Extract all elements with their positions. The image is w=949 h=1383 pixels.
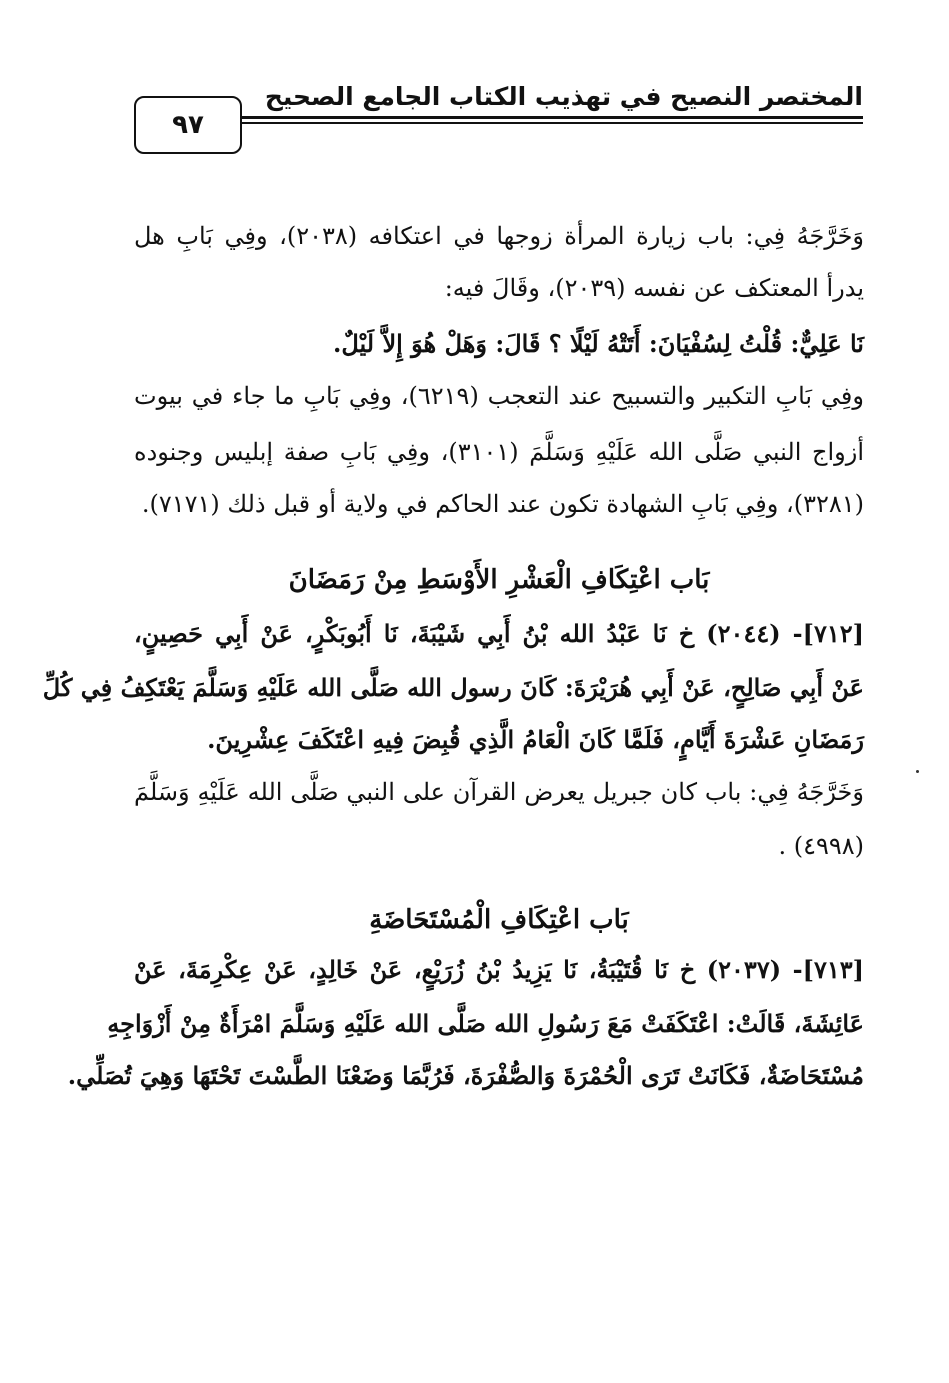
scan-speck <box>916 770 919 773</box>
hadith-line: عَائِشَةَ، قَالَتْ: اعْتَكَفَتْ مَعَ رَسُولِ الله صَلَّى الله عَلَيْهِ وَسَلَّمَ امْرَأَةٌ مِنْ أَزْوَاجِهِ <box>107 1009 864 1038</box>
text-line: أزواج النبي صَلَّى الله عَلَيْهِ وَسَلَّمَ (٣١٠١)، وفِي بَابِ صفة إبليس وجنوده <box>134 438 864 466</box>
text-line: (٣٢٨١)، وفِي بَابِ الشهادة تكون عند الحاكم في ولاية أو قبل ذلك (٧١٧١). <box>141 490 864 518</box>
hadith-line: [٧١٢]- (٢٠٤٤) خ نَا عَبْدُ الله بْنُ أَبِي شَيْبَةَ، نَا أَبُوبَكْرٍ، عَنْ أَبِي حَصِينٍ، <box>134 619 864 648</box>
hadith-line: رَمَضَانِ عَشْرَةَ أَيَّامٍ، فَلَمَّا كَانَ الْعَامُ الَّذِي قُبِضَ فِيهِ اعْتَكَفَ عِشْرِينَ. <box>207 725 864 754</box>
running-header-title: المختصر النصيح في تهذيب الكتاب الجامع الصحيح <box>264 82 863 111</box>
section-heading: بَاب اعْتِكَافِ الْمُسْتَحَاضَةِ <box>369 905 629 935</box>
text-line: يدرأ المعتكف عن نفسه (٢٠٣٩)، وقَالَ فيه: <box>444 274 864 302</box>
hadith-line: مُسْتَحَاضَةٌ، فَكَانَتْ تَرَى الْحُمْرَةَ وَالصُّفْرَةَ، فَرُبَّمَا وَضَعْنَا الطَّسْتَ تَحْتَهَا وَهِيَ تُصَلِّي. <box>67 1061 864 1090</box>
text-line: وفِي بَابِ التكبير والتسبيح عند التعجب (٦٢١٩)، وفِي بَابِ ما جاء في بيوت <box>134 382 864 410</box>
hadith-line: [٧١٣]- (٢٠٣٧) خ نَا قُتَيْبَةُ، نَا يَزِيدُ بْنُ زُرَيْعٍ، عَنْ خَالِدٍ، عَنْ عِكْرِمَةَ، عَنْ <box>134 955 864 984</box>
header-rule <box>240 116 863 119</box>
hadith-line: عَنْ أَبِي صَالِحٍ، عَنْ أَبِي هُرَيْرَةَ: كَانَ رسول الله صَلَّى الله عَلَيْهِ وَسَلَّمَ يَعْتَكِفُ فِي كُلِّ <box>42 673 864 702</box>
section-heading: بَاب اعْتِكَافِ الْعَشْرِ الأَوْسَطِ مِنْ رَمَضَانَ <box>288 565 710 595</box>
quoted-text-line: نَا عَلِيٌّ: قُلْتُ لِسُفْيَانَ: أَتَتْهُ لَيْلًا ؟ قَالَ: وَهَلْ هُوَ إِلاَّ لَيْلٌ. <box>333 329 864 358</box>
page-number-box <box>134 96 242 154</box>
header-rule-thin <box>240 122 863 124</box>
text-line: وَخَرَّجَهُ فِي: باب كان جبريل يعرض القرآن على النبي صَلَّى الله عَلَيْهِ وَسَلَّمَ <box>134 778 864 806</box>
text-line: (٤٩٩٨) . <box>778 832 864 860</box>
page-number: ٩٧ <box>172 110 204 140</box>
text-line: وَخَرَّجَهُ فِي: باب زيارة المرأة زوجها في اعتكافه (٢٠٣٨)، وفِي بَابِ هل <box>134 222 864 250</box>
